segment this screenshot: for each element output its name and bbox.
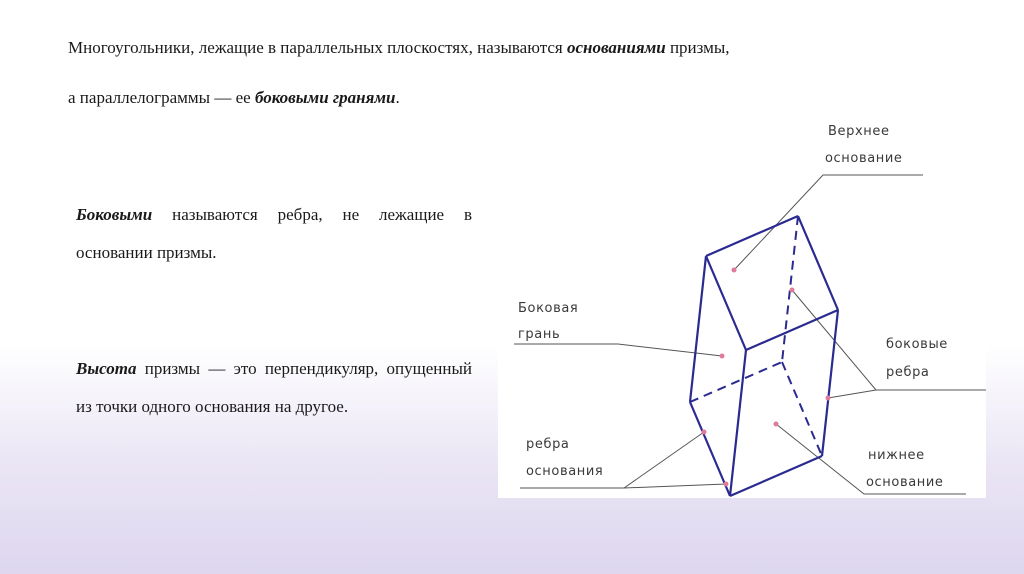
prism-svg — [498, 112, 986, 498]
leader-base-edges-2 — [624, 484, 726, 488]
height-text: призмы — это перпендикуляр, опущенный из точки одного основания на другое. — [76, 359, 472, 416]
marker-lateral-edge-2 — [826, 396, 831, 401]
definition-line-1-end: призмы, — [665, 38, 730, 57]
label-lateral-edges-1: боковые — [886, 337, 948, 352]
marker-lateral-face — [720, 354, 725, 359]
definition-line-2-end: . — [395, 88, 400, 107]
definition-line-1 — [68, 38, 730, 58]
prism-diagram — [498, 112, 986, 498]
lateral-edges-text: называются ребра, не лежащие в основании призмы. — [76, 205, 472, 262]
label-top-base-1: Верхнее — [828, 124, 890, 139]
edge-bottom-2 — [730, 456, 822, 496]
term-lateral-faces: боковыми гранями — [254, 88, 396, 107]
leader-lines — [514, 175, 986, 494]
marker-base-edge-2 — [724, 482, 729, 487]
marker-points — [702, 268, 831, 487]
lateral-edges-definition — [76, 196, 472, 272]
term-lateral: Боковыми — [76, 205, 153, 224]
hidden-edges — [690, 216, 822, 456]
leader-lateral-face — [514, 344, 722, 356]
label-lateral-edges-2: ребра — [886, 365, 930, 380]
edge-top-4 — [706, 256, 746, 350]
hidden-edge-bottom-2 — [782, 362, 822, 456]
label-top-base-2: основание — [825, 151, 903, 166]
edge-lateral-2 — [730, 350, 746, 496]
marker-lateral-edge-1 — [790, 288, 795, 293]
label-base-edges-2: основания — [526, 464, 604, 479]
marker-top-base — [732, 268, 737, 273]
edge-top-3 — [746, 310, 838, 350]
edge-top-1 — [706, 216, 798, 256]
edge-lateral-1 — [690, 256, 706, 402]
label-bottom-base-2: основание — [866, 475, 944, 490]
label-bottom-base-1: нижнее — [868, 448, 925, 463]
height-definition — [76, 350, 472, 426]
edge-top-2 — [798, 216, 838, 310]
prism-edges — [690, 216, 838, 496]
label-lateral-face-1: Боковая — [518, 301, 579, 316]
edge-bottom-1 — [690, 402, 730, 496]
marker-bottom-base — [774, 422, 779, 427]
label-base-edges-1: ребра — [526, 437, 570, 452]
marker-base-edge-1 — [702, 430, 707, 435]
term-bases: основаниями — [566, 38, 666, 57]
definition-line-2 — [68, 88, 400, 108]
label-lateral-face-2: грань — [518, 327, 561, 342]
term-height: Высота — [76, 359, 137, 378]
leader-lateral-edges — [828, 390, 986, 398]
definition-line-1-text: Многоугольники, лежащие в параллельных плоскостях, называются — [68, 38, 567, 57]
edge-lateral-3 — [822, 310, 838, 456]
leader-top-base — [734, 175, 923, 270]
definition-line-2-text: а параллелограммы — ее — [68, 88, 255, 107]
hidden-edge-bottom-1 — [690, 362, 782, 402]
